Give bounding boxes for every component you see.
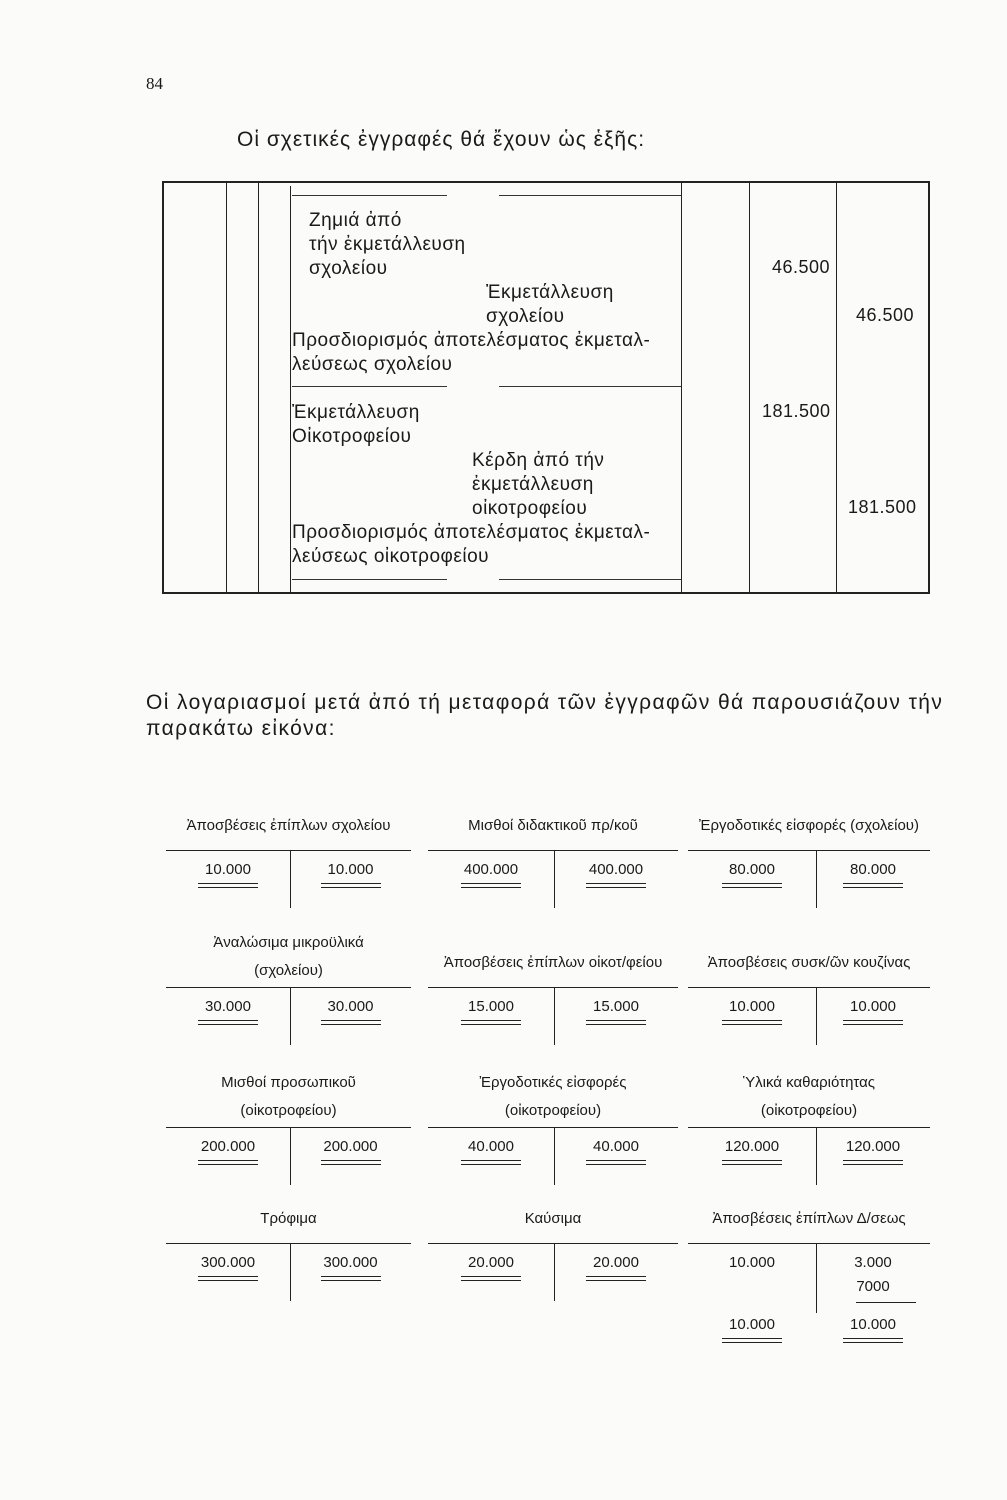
- debit-amount: 30.000: [205, 998, 251, 1015]
- t-account: [166, 925, 411, 1075]
- account-rule: [428, 1127, 678, 1128]
- entry2-credit-account: Κέρδη ἀπό τήν: [472, 450, 605, 471]
- entry1-debit-amount: 46.500: [772, 257, 831, 277]
- entry-separator: [499, 195, 681, 196]
- account-title: (οἰκοτροφείου): [240, 1102, 337, 1119]
- entry2-credit-amount: 181.500: [848, 497, 917, 517]
- debit-amount: 20.000: [468, 1254, 514, 1271]
- entry1-credit-amount: 46.500: [856, 305, 915, 325]
- double-underline: [722, 1338, 782, 1343]
- account-rule: [166, 1243, 411, 1244]
- credit-amount: 15.000: [593, 998, 639, 1015]
- credit-amount: 10.000: [327, 861, 374, 878]
- account-title: Ἀποσβέσεις συσκ/ῶν κουζίνας: [707, 954, 911, 971]
- journal-column-divider: [290, 186, 291, 592]
- credit-amount: 20.000: [593, 1254, 639, 1271]
- account-title: Ἀποσβέσεις ἐπίπλων οἰκοτ/φείου: [443, 954, 663, 971]
- double-underline: [843, 1338, 903, 1343]
- entry1-description: λεύσεως σχολείου: [292, 354, 453, 375]
- t-account: [688, 1066, 930, 1216]
- entry2-debit-amount: 181.500: [762, 401, 831, 421]
- journal-column-divider: [681, 183, 682, 592]
- debit-amount: 300.000: [200, 1254, 256, 1271]
- credit-amount: 80.000: [850, 861, 896, 878]
- t-account: [428, 1066, 678, 1216]
- entry2-description: Προσδιορισμός ἀποτελέσματος ἐκμεταλ-: [292, 522, 651, 543]
- credit-amount: 400.000: [588, 861, 644, 878]
- double-underline: [461, 1276, 521, 1281]
- account-rule: [688, 850, 930, 851]
- account-divider: [554, 987, 555, 1045]
- t-account: [428, 1206, 678, 1356]
- account-rule: [688, 987, 930, 988]
- intro-text: Οἱ σχετικές ἐγγραφές θά ἔχουν ὡς ἑξῆς:: [237, 128, 646, 151]
- debit-amount: 15.000: [468, 998, 514, 1015]
- account-divider: [554, 850, 555, 908]
- journal-column-divider: [836, 183, 837, 592]
- double-underline: [198, 1276, 258, 1281]
- account-rule: [428, 1243, 678, 1244]
- double-underline: [321, 1276, 381, 1281]
- account-divider: [290, 1243, 291, 1301]
- account-title: Ἀποσβέσεις ἐπίπλων Δ/σεως: [712, 1210, 906, 1227]
- double-underline: [461, 1020, 521, 1025]
- account-title: Ὑλικά καθαριότητας: [742, 1074, 876, 1091]
- double-underline: [321, 883, 381, 888]
- debit-amount: 10.000: [729, 1254, 775, 1271]
- account-title: Ἀναλώσιμα μικροϋλικά: [213, 934, 364, 951]
- entry1-credit-account: Ἐκμετάλλευση: [486, 282, 614, 303]
- t-account: [166, 1066, 411, 1216]
- debit-total: 10.000: [729, 1316, 775, 1333]
- double-underline: [722, 1160, 782, 1165]
- account-title: Καύσιμα: [524, 1210, 582, 1227]
- t-account: [166, 1206, 411, 1356]
- account-title: (σχολείου): [254, 962, 323, 979]
- debit-amount: 10.000: [729, 998, 775, 1015]
- account-divider: [290, 1127, 291, 1185]
- account-rule: [166, 987, 411, 988]
- t-account: [688, 1206, 930, 1356]
- entry1-debit-account: σχολείου: [309, 258, 388, 279]
- double-underline: [722, 883, 782, 888]
- entry1-debit-account: Ζημιά ἀπό: [309, 210, 402, 231]
- double-underline: [586, 1020, 646, 1025]
- account-divider: [290, 850, 291, 908]
- double-underline: [843, 1160, 903, 1165]
- entry1-credit-account: σχολείου: [486, 306, 565, 327]
- double-underline: [198, 1020, 258, 1025]
- account-rule: [428, 987, 678, 988]
- journal-column-divider: [258, 183, 259, 592]
- credit-amount: 40.000: [593, 1138, 639, 1155]
- double-underline: [722, 1020, 782, 1025]
- subtotal-rule: [856, 1302, 916, 1303]
- entry-separator: [292, 195, 447, 196]
- double-underline: [321, 1160, 381, 1165]
- entry1-description: Προσδιορισμός ἀποτελέσματος ἐκμεταλ-: [292, 330, 651, 351]
- journal-table: [162, 181, 930, 594]
- entry-separator: [499, 579, 681, 580]
- account-divider: [816, 987, 817, 1045]
- credit-total: 10.000: [850, 1316, 896, 1333]
- entry2-credit-account: οἰκοτροφείου: [472, 498, 588, 519]
- credit-amount: 200.000: [323, 1138, 378, 1155]
- account-title: Ἐργοδοτικές εἰσφορές: [479, 1074, 627, 1091]
- debit-amount: 400.000: [463, 861, 519, 878]
- entry2-debit-account: Ἐκμετάλλευση: [292, 402, 420, 423]
- account-title: (οἰκοτροφείου): [504, 1102, 602, 1119]
- double-underline: [586, 1160, 646, 1165]
- entry-separator: [292, 386, 447, 387]
- t-account: [688, 925, 930, 1075]
- debit-amount: 40.000: [468, 1138, 514, 1155]
- credit-amount: 30.000: [327, 998, 374, 1015]
- account-title: Μισθοί προσωπικοῦ: [221, 1074, 356, 1091]
- credit-amount: 7000: [856, 1278, 890, 1295]
- account-divider: [816, 1127, 817, 1185]
- entry2-debit-account: Οἰκοτροφείου: [292, 426, 412, 447]
- double-underline: [586, 883, 646, 888]
- entry2-credit-account: ἐκμετάλλευση: [472, 474, 594, 495]
- account-divider: [816, 850, 817, 908]
- entry1-debit-account: τήν ἐκμετάλλευση: [309, 234, 466, 255]
- account-rule: [688, 1243, 930, 1244]
- account-title: Ἐργοδοτικές εἰσφορές (σχολείου): [699, 817, 919, 834]
- page-number: 84: [146, 74, 163, 93]
- double-underline: [586, 1276, 646, 1281]
- paragraph-line: Οἱ λογαριασμοί μετά ἀπό τή μεταφορά τῶν ἐγγραφῶν θά παρουσιάζουν τήν: [146, 691, 944, 714]
- entry-separator: [292, 579, 447, 580]
- credit-amount: 3.000: [854, 1254, 892, 1271]
- account-rule: [428, 850, 678, 851]
- account-rule: [688, 1127, 930, 1128]
- account-divider: [554, 1243, 555, 1301]
- debit-amount: 200.000: [200, 1138, 256, 1155]
- account-divider: [554, 1127, 555, 1185]
- debit-amount: 10.000: [205, 861, 251, 878]
- double-underline: [321, 1020, 381, 1025]
- journal-column-divider: [226, 183, 227, 592]
- double-underline: [843, 1020, 903, 1025]
- account-title: Μισθοί διδακτικοῦ πρ/κοῦ: [468, 817, 638, 834]
- debit-amount: 80.000: [729, 861, 775, 878]
- t-account: [428, 925, 678, 1075]
- credit-amount: 10.000: [850, 998, 896, 1015]
- account-rule: [166, 1127, 411, 1128]
- entry2-description: λεύσεως οἰκοτροφείου: [292, 546, 490, 567]
- journal-column-divider: [749, 183, 750, 592]
- account-title: Τρόφιμα: [260, 1210, 317, 1227]
- double-underline: [198, 883, 258, 888]
- double-underline: [843, 883, 903, 888]
- double-underline: [461, 883, 521, 888]
- credit-amount: 300.000: [323, 1254, 378, 1271]
- accounts-intro-paragraph: [146, 690, 966, 742]
- double-underline: [461, 1160, 521, 1165]
- entry-separator: [499, 386, 681, 387]
- debit-amount: 120.000: [724, 1138, 780, 1155]
- account-divider: [816, 1243, 817, 1313]
- double-underline: [198, 1160, 258, 1165]
- credit-amount: 120.000: [845, 1138, 901, 1155]
- account-title: Ἀποσβέσεις ἐπίπλων σχολείου: [186, 817, 391, 834]
- account-rule: [166, 850, 411, 851]
- paragraph-line: παρακάτω εἰκόνα:: [146, 717, 336, 740]
- account-divider: [290, 987, 291, 1045]
- account-title: (οἰκοτροφείου): [760, 1102, 858, 1119]
